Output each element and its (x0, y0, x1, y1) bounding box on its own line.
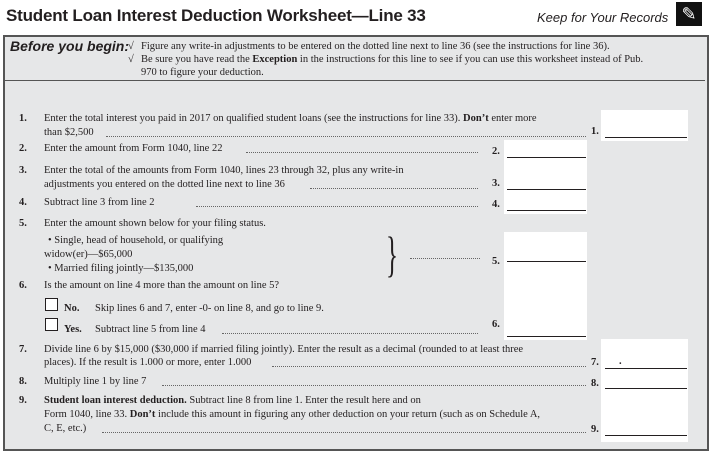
line-3-label: 3. (492, 178, 500, 189)
brace: } (386, 226, 398, 282)
filing-status-single: • Single, head of household, or qualifying (48, 235, 224, 246)
line-5-input[interactable] (507, 261, 586, 262)
keep-for-records: Keep for Your Records (537, 10, 669, 25)
line-9-input[interactable] (605, 435, 687, 436)
line-8-input[interactable] (605, 388, 687, 389)
line-number: 5. (19, 218, 27, 229)
line-3-text: Enter the total of the amounts from Form 1040, lines 23 through 32, plus any write-in (44, 165, 404, 176)
line-3-input[interactable] (507, 189, 586, 190)
yes-checkbox[interactable] (45, 318, 58, 331)
line-6-input[interactable] (507, 336, 586, 337)
line-9-text-cont2: C, E, etc.) (44, 423, 87, 434)
filing-status-married: • Married filing jointly—$135,000 (48, 263, 194, 274)
yes-label: Yes. (64, 324, 82, 335)
line-8-label: 8. (591, 378, 599, 389)
line-1-label: 1. (591, 126, 599, 137)
line-7-input[interactable] (605, 368, 687, 369)
line-1-text: Enter the total interest you paid in 2017 on qualified student loans (see the instructions for line 33). Don’t enter more (44, 113, 537, 124)
line-9-text-cont: Form 1040, line 33. Don’t include this amount in figuring any other deduction on your return (such as on Schedule A, (44, 409, 541, 420)
line-number: 3. (19, 165, 27, 176)
line-2-text: Enter the amount from Form 1040, line 22 (44, 143, 223, 154)
line-5-label: 5. (492, 256, 500, 267)
line-9-label: 9. (591, 424, 599, 435)
no-checkbox[interactable] (45, 298, 58, 311)
line-8-text: Multiply line 1 by line 7 (44, 376, 147, 387)
line-7-label: 7. (591, 357, 599, 368)
line-6-label: 6. (492, 319, 500, 330)
pencil-icon: ✎ (676, 2, 702, 26)
line-9-text: Student loan interest deduction. Subtract line 8 from line 1. Enter the result here and on (44, 395, 421, 406)
decimal-point: . (619, 356, 622, 367)
line-4-label: 4. (492, 199, 500, 210)
no-label: No. (64, 303, 80, 314)
check-icon: √ (128, 41, 134, 52)
before-item-2: Be sure you have read the Exception in the instructions for this line to see if you can use this worksheet instead of Pub. (141, 54, 644, 65)
before-item-2-cont: 970 to figure your deduction. (141, 67, 264, 78)
check-icon: √ (128, 54, 134, 65)
line-4-input[interactable] (507, 210, 586, 211)
line-number: 7. (19, 344, 27, 355)
line-6-text: Is the amount on line 4 more than the amount on line 5? (44, 280, 280, 291)
line-3-text-cont: adjustments you entered on the dotted line next to line 36 (44, 179, 285, 190)
line-number: 6. (19, 280, 27, 291)
no-text: Skip lines 6 and 7, enter -0- on line 8, and go to line 9. (95, 303, 324, 314)
line-number: 8. (19, 376, 27, 387)
line-number: 4. (19, 197, 27, 208)
line-number: 9. (19, 395, 27, 406)
worksheet-title: Student Loan Interest Deduction Worksheet—Line 33 (6, 6, 426, 25)
before-you-begin-label: Before you begin: (10, 38, 130, 54)
filing-status-single-amount: widow(er)—$65,000 (44, 249, 133, 260)
line-7-text: Divide line 6 by $15,000 ($30,000 if married filing jointly). Enter the result as a decimal (rounded to at least three (44, 344, 524, 355)
line-1-input[interactable] (605, 137, 687, 138)
line-2-label: 2. (492, 146, 500, 157)
line-number: 2. (19, 143, 27, 154)
line-5-text: Enter the amount shown below for your filing status. (44, 218, 266, 229)
line-4-text: Subtract line 3 from line 2 (44, 197, 155, 208)
line-7-text-cont: places). If the result is 1.000 or more, enter 1.000 (44, 357, 252, 368)
yes-text: Subtract line 5 from line 4 (95, 324, 206, 335)
before-item-1: Figure any write-in adjustments to be entered on the dotted line next to line 36 (see the instructions for line 36). (141, 41, 610, 52)
line-number: 1. (19, 113, 27, 124)
line-2-input[interactable] (507, 157, 586, 158)
line-1-text-cont: than $2,500 (44, 127, 94, 138)
